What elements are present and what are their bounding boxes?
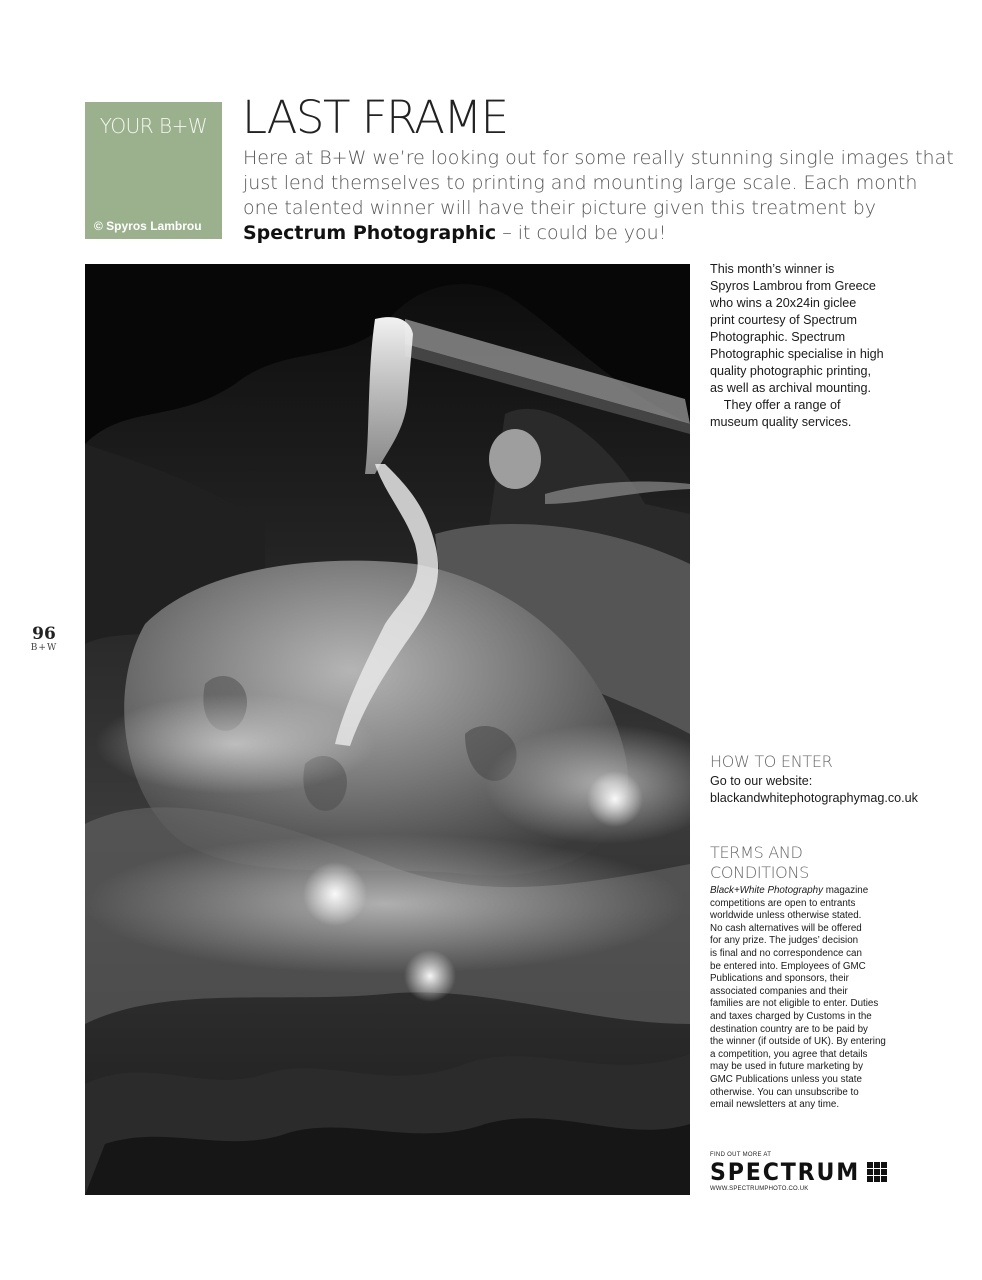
sponsor-logo: [710, 1159, 910, 1185]
terms-line: for any prize. The judges’ decision: [710, 935, 859, 947]
winner-line: They offer a range of: [710, 398, 841, 412]
page-folio: [22, 625, 66, 653]
page-title: LAST FRAME: [242, 91, 508, 144]
terms-line: and taxes charged by Customs in the: [710, 1010, 872, 1022]
winner-line: museum quality services.: [710, 415, 852, 429]
sponsor-find-out: FIND OUT MORE AT: [710, 1152, 772, 1158]
terms-line-rest: magazine: [823, 885, 869, 896]
section-tag-box: [85, 102, 222, 239]
photo-credit: © Spyros Lambrou: [94, 219, 202, 233]
intro-line: just lend themselves to printing and mounting large scale. Each month: [243, 172, 918, 194]
terms-line-first: [710, 885, 910, 898]
how-to-enter-line: Go to our website:: [710, 774, 813, 788]
terms-line: otherwise. You can unsubscribe to: [710, 1086, 859, 1098]
winner-line: This month’s winner is: [710, 262, 835, 276]
terms-line: be entered into. Employees of GMC: [710, 960, 866, 972]
winner-line: print courtesy of Spectrum: [710, 313, 857, 327]
how-to-enter-heading: HOW TO ENTER: [710, 752, 833, 771]
winner-line: Spyros Lambrou from Greece: [710, 279, 876, 293]
magazine-name: Black+White Photography: [710, 885, 823, 896]
terms-body: [710, 885, 910, 1112]
winner-line: Photographic. Spectrum: [710, 330, 846, 344]
intro-sponsor-name: Spectrum Photographic: [243, 222, 497, 244]
terms-line: email newsletters at any time.: [710, 1099, 840, 1111]
intro-paragraph: [243, 146, 954, 246]
website-link[interactable]: blackandwhitephotographymag.co.uk: [710, 791, 918, 805]
intro-line-last: [243, 221, 903, 246]
terms-line: families are not eligible to enter. Duties: [710, 998, 879, 1010]
winner-announcement: [710, 261, 910, 431]
winner-line: Photographic specialise in high: [710, 347, 884, 361]
sponsor-grid-icon: [867, 1162, 887, 1182]
intro-line: one talented winner will have their picture given this treatment by: [243, 197, 877, 219]
winner-line: quality photographic printing,: [710, 364, 872, 378]
terms-line: associated companies and their: [710, 985, 848, 997]
waterfall-image: [85, 264, 690, 1195]
section-tag-title: YOUR B+W: [99, 114, 208, 138]
publication-mark: B+W: [30, 643, 58, 653]
page-number: 96: [32, 624, 56, 644]
terms-line: the winner (if outside of UK). By entering: [710, 1036, 886, 1048]
terms-line: worldwide unless otherwise stated.: [710, 910, 862, 922]
winner-line: who wins a 20x24in giclee: [710, 296, 857, 310]
terms-heading: [710, 843, 809, 883]
how-to-enter-body: [710, 773, 918, 807]
terms-line: destination country are to be paid by: [710, 1023, 868, 1035]
terms-line: competitions are open to entrants: [710, 897, 856, 909]
terms-line: a competition, you agree that details: [710, 1048, 868, 1060]
sponsor-block: [710, 1152, 910, 1192]
intro-ending: – it could be you!: [496, 222, 667, 244]
sponsor-brand-name: SPECTRUM: [710, 1158, 861, 1186]
terms-line: is final and no correspondence can: [710, 947, 862, 959]
intro-line: Here at B+W we’re looking out for some really stunning single images that: [243, 147, 954, 169]
terms-heading-line: TERMS AND: [710, 843, 803, 862]
winning-photograph: [85, 264, 690, 1195]
sponsor-url[interactable]: WWW.SPECTRUMPHOTO.CO.UK: [710, 1186, 809, 1192]
terms-line: Publications and sponsors, their: [710, 973, 849, 985]
winner-line: as well as archival mounting.: [710, 381, 871, 395]
terms-heading-line: CONDITIONS: [710, 863, 809, 882]
terms-line: GMC Publications unless you state: [710, 1073, 862, 1085]
terms-line: No cash alternatives will be offered: [710, 922, 862, 934]
terms-line: may be used in future marketing by: [710, 1061, 864, 1073]
